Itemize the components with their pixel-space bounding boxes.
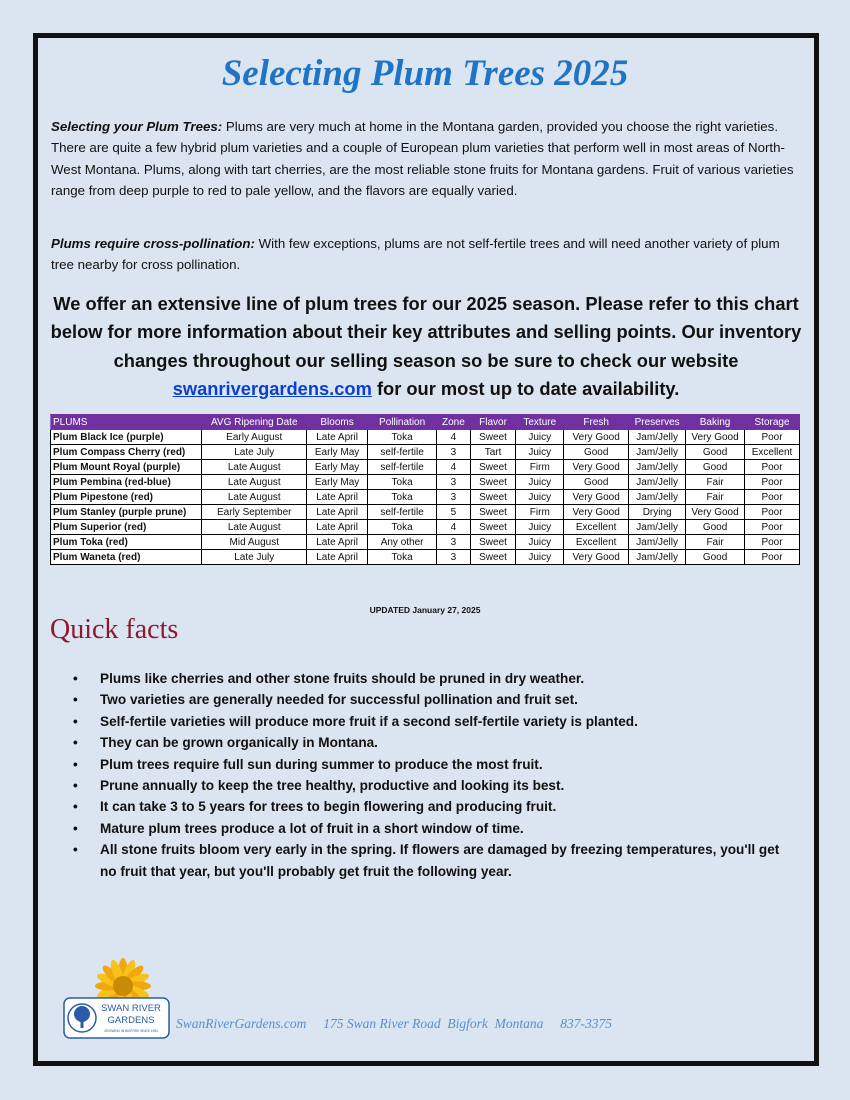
table-cell: self-fertile [368, 460, 437, 475]
table-cell: Excellent [564, 535, 629, 550]
bullet-icon: • [73, 756, 78, 772]
column-header: Blooms [307, 415, 368, 430]
table-cell: Poor [745, 505, 800, 520]
table-cell: Sweet [470, 490, 516, 505]
bullet-icon: • [73, 799, 78, 815]
offer-text [46, 290, 806, 403]
quick-fact-text: All stone fruits bloom very early in the spring. If flowers are damaged by freezing temperatures, you'll get no fruit that year, but you'll probably get fruit the following year. [100, 842, 780, 879]
bullet-icon: • [73, 692, 78, 708]
plum-varieties-table [50, 414, 800, 565]
logo-tagline: GROWING IN BIGFORK SINCE 1994 [104, 1029, 158, 1033]
table-cell: Jam/Jelly [629, 535, 686, 550]
table-cell: Early September [202, 505, 307, 520]
column-header: Texture [516, 415, 564, 430]
table-header-row [51, 415, 800, 430]
column-header: Zone [437, 415, 471, 430]
column-header: Flavor [470, 415, 516, 430]
table-cell: Sweet [470, 520, 516, 535]
table-cell: Very Good [564, 550, 629, 565]
table-cell: Sweet [470, 535, 516, 550]
bullet-icon: • [73, 820, 78, 836]
table-cell: Late April [307, 490, 368, 505]
table-cell: Firm [516, 460, 564, 475]
column-header: PLUMS [51, 415, 202, 430]
table-cell: Very Good [686, 430, 745, 445]
table-cell: Juicy [516, 490, 564, 505]
quick-fact-text: Plum trees require full sun during summer to produce the most fruit. [100, 756, 543, 772]
table-cell: Late August [202, 460, 307, 475]
table-row [51, 520, 800, 535]
table-row [51, 550, 800, 565]
table-cell: Poor [745, 475, 800, 490]
logo-line1: SWAN RIVER [101, 1003, 161, 1014]
variety-name-cell: Plum Pipestone (red) [51, 490, 202, 505]
quick-fact-item [73, 818, 793, 839]
table-cell: 3 [437, 475, 471, 490]
table-cell: Poor [745, 550, 800, 565]
footer-phone: 837-3375 [560, 1016, 612, 1031]
table-cell: Toka [368, 430, 437, 445]
quick-fact-text: They can be grown organically in Montana. [100, 735, 378, 751]
quick-fact-item [73, 668, 793, 689]
table-cell: Juicy [516, 475, 564, 490]
table-cell: 3 [437, 550, 471, 565]
table-cell: 4 [437, 520, 471, 535]
table-cell: Late August [202, 520, 307, 535]
table-cell: 4 [437, 430, 471, 445]
bullet-icon: • [73, 842, 78, 858]
quick-fact-text: Prune annually to keep the tree healthy, productive and looking its best. [100, 778, 565, 794]
table-cell: Juicy [516, 445, 564, 460]
table-cell: Very Good [564, 490, 629, 505]
intro-paragraph [51, 116, 801, 201]
table-cell: Very Good [564, 430, 629, 445]
table-cell: 4 [437, 460, 471, 475]
table-cell: Jam/Jelly [629, 445, 686, 460]
table-cell: Late April [307, 505, 368, 520]
quick-fact-item [73, 711, 793, 732]
table-cell: Tart [470, 445, 516, 460]
table-row [51, 490, 800, 505]
table-cell: self-fertile [368, 505, 437, 520]
table-cell: Sweet [470, 505, 516, 520]
column-header: Pollination [368, 415, 437, 430]
table-cell: Jam/Jelly [629, 430, 686, 445]
variety-name-cell: Plum Compass Cherry (red) [51, 445, 202, 460]
table-cell: Jam/Jelly [629, 490, 686, 505]
table-row [51, 535, 800, 550]
variety-name-cell: Plum Stanley (purple prune) [51, 505, 202, 520]
intro-text: Plums are very much at home in the Montana garden, provided you choose the right varieties. There are quite a few hybrid plum varieties and a couple of European plum varieties that perform well in most areas of North-West Montana. Plums, along with tart cherries, are the most reliable stone fruits for Montana gardens. Fruit of various varieties range from deep purple to red to pale yellow, and the flavors are equally varied. [51, 119, 794, 198]
table-cell: 3 [437, 535, 471, 550]
table-row [51, 505, 800, 520]
column-header: AVG Ripening Date [202, 415, 307, 430]
intro-heading: Selecting your Plum Trees: [51, 119, 223, 134]
table-cell: Early May [307, 460, 368, 475]
table-cell: Toka [368, 490, 437, 505]
table-cell: Sweet [470, 460, 516, 475]
table-cell: Juicy [516, 535, 564, 550]
quick-fact-item [73, 732, 793, 753]
quick-fact-text: Mature plum trees produce a lot of fruit in a short window of time. [100, 820, 524, 836]
footer-site: SwanRiverGardens.com [176, 1016, 307, 1031]
column-header: Storage [745, 415, 800, 430]
table-cell: Fair [686, 475, 745, 490]
table-cell: Early May [307, 445, 368, 460]
table-row [51, 460, 800, 475]
variety-name-cell: Plum Pembina (red-blue) [51, 475, 202, 490]
table-cell: Late July [202, 550, 307, 565]
table-cell: Good [686, 460, 745, 475]
table-cell: 3 [437, 445, 471, 460]
pollination-heading: Plums require cross-pollination: [51, 236, 255, 251]
table-cell: Very Good [564, 460, 629, 475]
table-row [51, 445, 800, 460]
table-cell: Jam/Jelly [629, 520, 686, 535]
page-title: Selecting Plum Trees 2025 [221, 53, 629, 94]
quick-fact-item [73, 775, 793, 796]
table-cell: Poor [745, 490, 800, 505]
table-cell: Early May [307, 475, 368, 490]
table-cell: 3 [437, 490, 471, 505]
table-cell: Good [564, 445, 629, 460]
table-cell: Early August [202, 430, 307, 445]
tree-logo-icon [68, 1004, 96, 1032]
table-cell: Toka [368, 475, 437, 490]
offer-text-after: for our most up to date availability. [371, 377, 680, 399]
quick-fact-item [73, 754, 793, 775]
footer-contact [176, 1016, 612, 1032]
table-cell: Any other [368, 535, 437, 550]
table-cell: Juicy [516, 430, 564, 445]
table-cell: Late July [202, 445, 307, 460]
table-cell: Poor [745, 460, 800, 475]
table-cell: Excellent [564, 520, 629, 535]
table-cell: Late April [307, 520, 368, 535]
website-link[interactable]: swanrivergardens.com [172, 377, 372, 399]
variety-name-cell: Plum Mount Royal (purple) [51, 460, 202, 475]
table-cell: Good [686, 520, 745, 535]
column-header: Baking [686, 415, 745, 430]
logo-line2: GARDENS [107, 1015, 155, 1026]
table-cell: Late April [307, 430, 368, 445]
variety-name-cell: Plum Toka (red) [51, 535, 202, 550]
table-cell: Firm [516, 505, 564, 520]
table-cell: Toka [368, 520, 437, 535]
updated-date: UPDATED January 27, 2025 [369, 605, 481, 615]
table-cell: Very Good [564, 505, 629, 520]
table-cell: Good [686, 445, 745, 460]
table-cell: Juicy [516, 520, 564, 535]
pollination-text: With few exceptions, plums are not self-fertile trees and will need another variety of plum tree nearby for cross pollination. [51, 236, 780, 273]
table-cell: Sweet [470, 550, 516, 565]
bullet-icon: • [73, 778, 78, 794]
table-cell: Sweet [470, 475, 516, 490]
variety-name-cell: Plum Black Ice (purple) [51, 430, 202, 445]
table-row [51, 430, 800, 445]
table-body [51, 430, 800, 565]
bullet-icon: • [73, 713, 78, 729]
variety-name-cell: Plum Superior (red) [51, 520, 202, 535]
table-cell: 5 [437, 505, 471, 520]
table-cell: Late April [307, 535, 368, 550]
table-cell: Fair [686, 535, 745, 550]
quick-fact-text: Two varieties are generally needed for successful pollination and fruit set. [100, 692, 578, 708]
table-row [51, 475, 800, 490]
quick-fact-item [73, 689, 793, 710]
table-cell: Sweet [470, 430, 516, 445]
quick-facts-heading: Quick facts [50, 614, 179, 645]
table-cell: Poor [745, 535, 800, 550]
quick-fact-text: Self-fertile varieties will produce more fruit if a second self-fertile variety is planted. [100, 713, 638, 729]
table-cell: Toka [368, 550, 437, 565]
table-cell: Drying [629, 505, 686, 520]
bullet-icon: • [73, 735, 78, 751]
table-cell: Mid August [202, 535, 307, 550]
quick-fact-item [73, 796, 793, 817]
swan-river-gardens-logo [63, 956, 171, 1042]
table-cell: Good [686, 550, 745, 565]
footer-address: 175 Swan River Road Bigfork Montana [323, 1016, 544, 1031]
table-cell: Very Good [686, 505, 745, 520]
table-cell: Poor [745, 520, 800, 535]
table-cell: Jam/Jelly [629, 460, 686, 475]
column-header: Preserves [629, 415, 686, 430]
table-cell: Juicy [516, 550, 564, 565]
table-cell: Jam/Jelly [629, 550, 686, 565]
variety-name-cell: Plum Waneta (red) [51, 550, 202, 565]
table-cell: Good [564, 475, 629, 490]
column-header: Fresh [564, 415, 629, 430]
offer-text-before: We offer an extensive line of plum trees for our 2025 season. Please refer to this chart below for more information about their key attributes and selling points. Our inventory changes throughout our selling season so be sure to check our website [50, 293, 802, 371]
quick-fact-item [73, 839, 793, 882]
quick-fact-text: Plums like cherries and other stone fruits should be pruned in dry weather. [100, 671, 585, 686]
table-cell: Jam/Jelly [629, 475, 686, 490]
bullet-icon: • [73, 671, 78, 686]
table-cell: self-fertile [368, 445, 437, 460]
table-cell: Late April [307, 550, 368, 565]
table-cell: Poor [745, 430, 800, 445]
quick-facts-list [73, 668, 793, 882]
table-cell: Late August [202, 490, 307, 505]
pollination-paragraph [51, 233, 801, 276]
quick-fact-text: It can take 3 to 5 years for trees to begin flowering and producing fruit. [100, 799, 557, 815]
table-cell: Late August [202, 475, 307, 490]
table-cell: Excellent [745, 445, 800, 460]
table-cell: Fair [686, 490, 745, 505]
